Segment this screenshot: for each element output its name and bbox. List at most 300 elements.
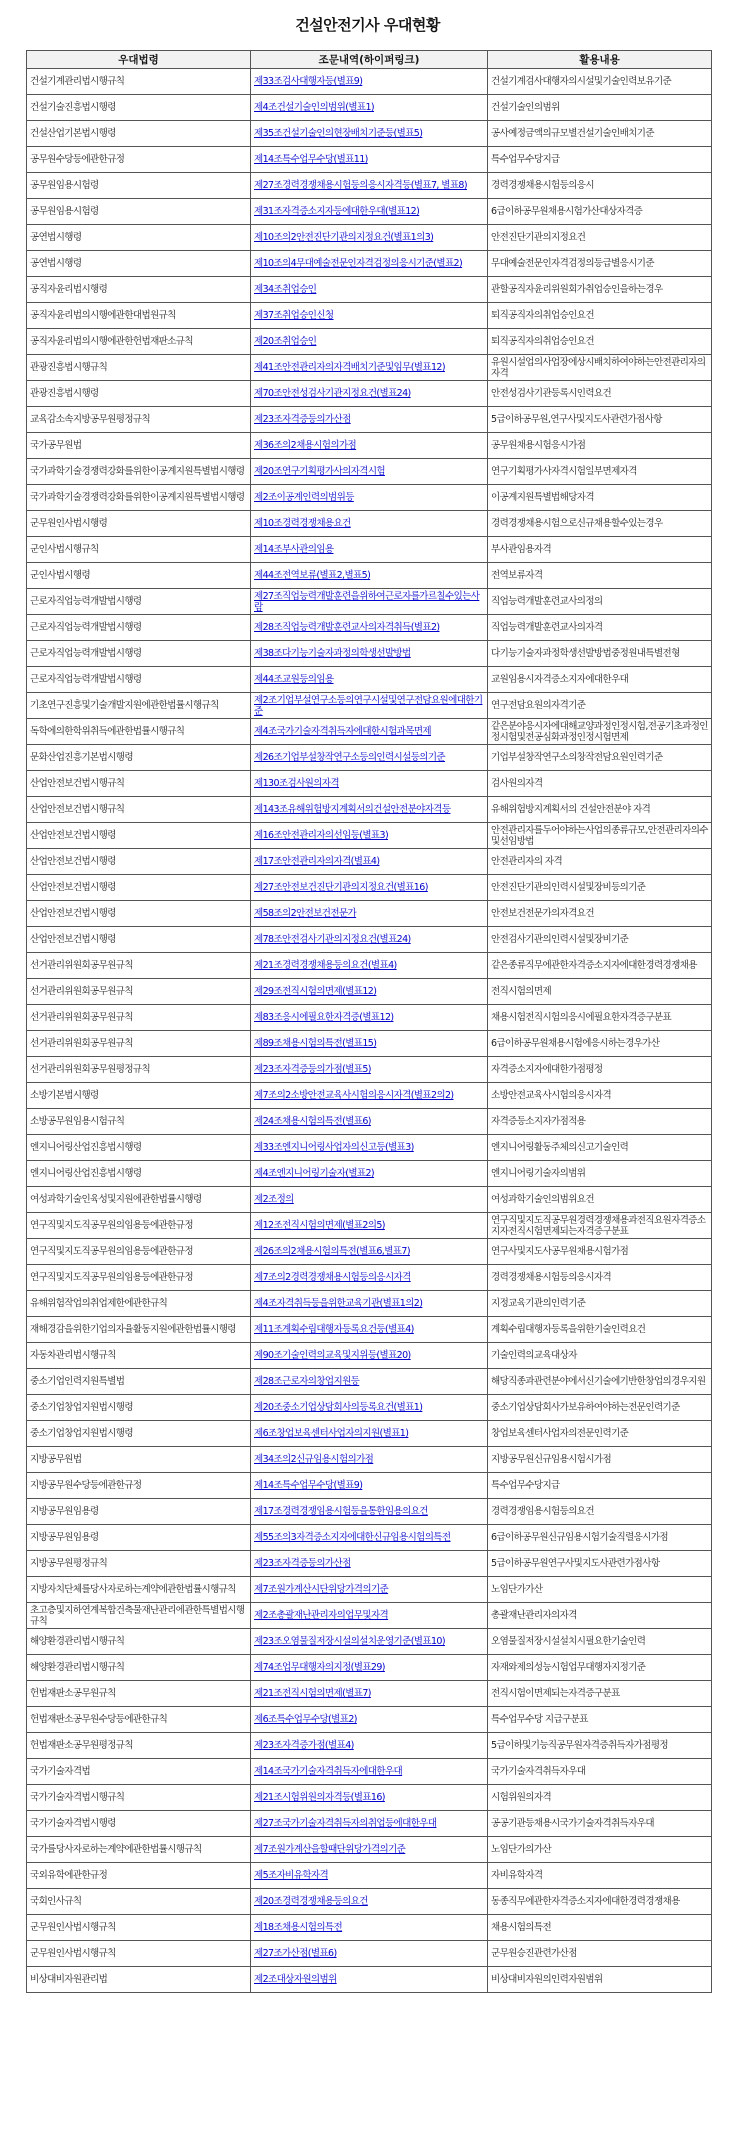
usage-cell: 국가기술자격취득자우대	[488, 1759, 712, 1785]
article-cell	[251, 459, 488, 485]
law-cell: 비상대비자원관리법	[27, 1967, 251, 1993]
table-row	[27, 1473, 712, 1499]
law-cell: 근로자직업능력개발법시행령	[27, 615, 251, 641]
article-cell	[251, 1421, 488, 1447]
table-row	[27, 407, 712, 433]
article-cell	[251, 719, 488, 745]
table-row	[27, 615, 712, 641]
article-cell	[251, 407, 488, 433]
article-cell	[251, 1733, 488, 1759]
usage-cell: 경력경쟁채용시험으로신규채용할수있는경우	[488, 511, 712, 537]
article-cell	[251, 303, 488, 329]
law-cell: 선거관리위원회공무원규칙	[27, 1031, 251, 1057]
article-link[interactable]: 제4조국가기술자격취득자에대한시험과목면제	[254, 726, 431, 737]
table-row	[27, 433, 712, 459]
article-link[interactable]: 제27조안전보건진단기관의지정요건(별표16)	[254, 882, 428, 893]
article-cell	[251, 1395, 488, 1421]
article-link[interactable]: 제44조교원등의임용	[254, 674, 334, 685]
law-cell: 지방공무원법	[27, 1447, 251, 1473]
article-link[interactable]: 제41조안전관리자의자격배치기준및임무(별표12)	[254, 362, 445, 373]
law-cell: 관광진흥법시행규칙	[27, 355, 251, 381]
law-cell: 선거관리위원회공무원규칙	[27, 979, 251, 1005]
usage-cell: 연구기획평가사자격시험일부면제자격	[488, 459, 712, 485]
article-link[interactable]: 제14조국가기술자격취득자에대한우대	[254, 1766, 403, 1777]
law-cell: 해양환경관리법시행규칙	[27, 1629, 251, 1655]
law-cell: 연구직및지도직공무원의임용등에관한규정	[27, 1239, 251, 1265]
article-cell	[251, 1473, 488, 1499]
article-link[interactable]: 제17조경력경쟁임용시험등을통한임용의요건	[254, 1506, 428, 1517]
article-cell	[251, 251, 488, 277]
header-article: 조문내역(하이퍼링크)	[251, 51, 488, 69]
article-link[interactable]: 제33조검사대행자등(별표9)	[254, 76, 363, 87]
article-link[interactable]: 제12조전직시험의면제(별표2의5)	[254, 1220, 385, 1231]
article-cell	[251, 693, 488, 719]
usage-cell: 관할공직자윤리위원회가취업승인을하는경우	[488, 277, 712, 303]
table-row	[27, 1291, 712, 1317]
table-row	[27, 173, 712, 199]
usage-cell: 오염물질저장시설설치시필요한기술인력	[488, 1629, 712, 1655]
usage-cell: 군무원승진관련가산점	[488, 1941, 712, 1967]
article-cell	[251, 953, 488, 979]
article-link[interactable]: 제20조연구기획평가사의자격시험	[254, 466, 385, 477]
usage-cell: 중소기업상담회사가보유하여야하는전문인력기준	[488, 1395, 712, 1421]
article-cell	[251, 875, 488, 901]
article-link[interactable]: 제23조오염물질저장시설의설치운영기준(별표10)	[254, 1636, 445, 1647]
table-row	[27, 667, 712, 693]
law-cell: 산업안전보건법시행령	[27, 875, 251, 901]
article-cell	[251, 1759, 488, 1785]
article-link[interactable]: 제14조특수업무수당(별표11)	[254, 154, 368, 165]
table-row	[27, 1941, 712, 1967]
article-link[interactable]: 제14조특수업무수당(별표9)	[254, 1480, 363, 1491]
table-row	[27, 1343, 712, 1369]
table-row	[27, 1187, 712, 1213]
page-title: 건설안전기사 우대현황	[295, 16, 440, 34]
table-row	[27, 1213, 712, 1239]
article-link[interactable]: 제70조안전성검사기관지정요건(별표24)	[254, 388, 411, 399]
article-link[interactable]: 제21조전직시험의면제(별표7)	[254, 1688, 371, 1699]
usage-cell: 총괄재난관리자의자격	[488, 1603, 712, 1629]
usage-cell: 해당직종과관련분야에서신기술에기반한창업의경우지원	[488, 1369, 712, 1395]
article-link[interactable]: 제2조대상자원의범위	[254, 1974, 337, 1985]
table-row	[27, 823, 712, 849]
law-cell: 헌법재판소공무원평정규칙	[27, 1733, 251, 1759]
table-row	[27, 121, 712, 147]
article-link[interactable]: 제23조자격증등의가점(별표5)	[254, 1064, 371, 1075]
law-cell: 군인사법시행규칙	[27, 537, 251, 563]
article-link[interactable]: 제5조자비유학자격	[254, 1870, 329, 1881]
article-cell	[251, 1915, 488, 1941]
usage-cell: 자비유학자격	[488, 1863, 712, 1889]
law-cell: 공직자윤리법의시행에관한헌법재판소규칙	[27, 329, 251, 355]
article-cell	[251, 1889, 488, 1915]
article-cell	[251, 1499, 488, 1525]
article-cell	[251, 355, 488, 381]
article-cell	[251, 1785, 488, 1811]
table-row	[27, 563, 712, 589]
usage-cell: 소방안전교육사시험의응시자격	[488, 1083, 712, 1109]
article-link[interactable]: 제78조안전검사기관의지정요건(별표24)	[254, 934, 411, 945]
article-link[interactable]: 제7조원가계산시단위당가격의기준	[254, 1584, 389, 1595]
article-link[interactable]: 제17조안전관리자의자격(별표4)	[254, 856, 380, 867]
law-cell: 국가공무원법	[27, 433, 251, 459]
article-link[interactable]: 제10조의2안전진단기관의지정요건(별표1의3)	[254, 232, 434, 243]
law-cell: 해양환경관리법시행규칙	[27, 1655, 251, 1681]
table-row	[27, 1265, 712, 1291]
table-row	[27, 355, 712, 381]
usage-cell: 경력경쟁채용시험등의응시	[488, 173, 712, 199]
article-link[interactable]: 제29조전직시험의면제(별표12)	[254, 986, 377, 997]
law-cell: 국외유학에관한규정	[27, 1863, 251, 1889]
article-cell	[251, 1031, 488, 1057]
article-link[interactable]: 제58조의2안전보건전문가	[254, 908, 357, 919]
table-row	[27, 199, 712, 225]
law-cell: 군인사법시행령	[27, 563, 251, 589]
article-cell	[251, 1109, 488, 1135]
usage-cell: 검사원의자격	[488, 771, 712, 797]
article-link[interactable]: 제4조자격취득등을위한교육기관(별표1의2)	[254, 1298, 423, 1309]
article-cell	[251, 225, 488, 251]
usage-cell: 노임단가가산	[488, 1577, 712, 1603]
article-cell	[251, 1629, 488, 1655]
usage-cell: 유원시설업의사업장에상시배치하여야하는안전관리자의자격	[488, 355, 712, 381]
usage-cell: 경력경쟁채용시험등의응시자격	[488, 1265, 712, 1291]
law-cell: 공연법시행령	[27, 225, 251, 251]
article-link[interactable]: 제21조시험위원의자격등(별표16)	[254, 1792, 385, 1803]
law-cell: 헌법재판소공무원수당등에관한규칙	[27, 1707, 251, 1733]
article-link[interactable]: 제6조특수업무수당(별표2)	[254, 1714, 357, 1725]
law-cell: 연구직및지도직공무원의임용등에관한규정	[27, 1265, 251, 1291]
table-row	[27, 1915, 712, 1941]
article-cell	[251, 1005, 488, 1031]
table-row	[27, 511, 712, 537]
law-cell: 소방기본법시행령	[27, 1083, 251, 1109]
article-link[interactable]: 제2조총괄재난관리자의업무및자격	[254, 1610, 389, 1621]
usage-cell: 유해위험방지계획서의 건설안전분야 자격	[488, 797, 712, 823]
article-cell	[251, 589, 488, 615]
article-link[interactable]: 제26조의2채용시험의특전(별표6,별표7)	[254, 1246, 410, 1257]
law-cell: 선거관리위원회공무원규칙	[27, 1005, 251, 1031]
law-cell: 산업안전보건법시행령	[27, 849, 251, 875]
table-row	[27, 1161, 712, 1187]
article-link[interactable]: 제27조가산점(별표6)	[254, 1948, 337, 1959]
table-row	[27, 225, 712, 251]
preference-table	[26, 50, 712, 1993]
article-link[interactable]: 제31조자격증소지자등에대한우대(별표12)	[254, 206, 420, 217]
table-row	[27, 95, 712, 121]
article-link[interactable]: 제7조의2경력경쟁채용시험등의응시자격	[254, 1272, 411, 1283]
usage-cell: 퇴직공직자의취업승인요건	[488, 303, 712, 329]
article-link[interactable]: 제24조채용시험의특전(별표6)	[254, 1116, 371, 1127]
article-link[interactable]: 제23조자격증가점(별표4)	[254, 1740, 354, 1751]
article-link[interactable]: 제28조근로자의창업지원등	[254, 1376, 360, 1387]
article-link[interactable]: 제23조자격증등의가산점	[254, 414, 351, 425]
table-row	[27, 1655, 712, 1681]
usage-cell: 6급이하공무원채용시험가산대상자격증	[488, 199, 712, 225]
law-cell: 중소기업창업지원법시행령	[27, 1421, 251, 1447]
usage-cell: 교원임용시자격증소지자에대한우대	[488, 667, 712, 693]
article-link[interactable]: 제6조창업보육센터사업자의지원(별표1)	[254, 1428, 409, 1439]
article-cell	[251, 95, 488, 121]
table-header-row	[27, 51, 712, 69]
usage-cell: 6급이하공무원채용시험에응시하는경우가산	[488, 1031, 712, 1057]
article-cell	[251, 745, 488, 771]
article-link[interactable]: 제38조다기능기술자과정의학생선발방법	[254, 648, 411, 659]
usage-cell: 무대예술전문인자격검정의등급별응시기준	[488, 251, 712, 277]
table-row	[27, 1005, 712, 1031]
law-cell: 산업안전보건법시행령	[27, 927, 251, 953]
article-cell	[251, 1083, 488, 1109]
article-cell	[251, 823, 488, 849]
article-link[interactable]: 제27조경력경쟁채용시험등의응시자격등(별표7, 별표8)	[254, 180, 467, 191]
usage-cell: 5급이하및기능직공무원자격증취득자가점평정	[488, 1733, 712, 1759]
table-row	[27, 329, 712, 355]
law-cell: 공직자윤리법의시행에관한대법원규칙	[27, 303, 251, 329]
article-cell	[251, 1811, 488, 1837]
usage-cell: 퇴직공직자의취업승인요건	[488, 329, 712, 355]
table-row	[27, 1759, 712, 1785]
article-link[interactable]: 제18조채용시험의특전	[254, 1922, 343, 1933]
usage-cell: 계획수립대행자등록을위한기술인력요건	[488, 1317, 712, 1343]
article-link[interactable]: 제21조경력경쟁채용등의요건(별표4)	[254, 960, 397, 971]
usage-cell: 공무원채용시험응시가점	[488, 433, 712, 459]
law-cell: 산업안전보건법시행규칙	[27, 797, 251, 823]
article-link[interactable]: 제20조중소기업상담회사의등록요건(별표1)	[254, 1402, 423, 1413]
law-cell: 공무원수당등에관한규정	[27, 147, 251, 173]
law-cell: 산업안전보건법시행령	[27, 901, 251, 927]
table-row	[27, 69, 712, 95]
usage-cell: 시험위원의자격	[488, 1785, 712, 1811]
law-cell: 공무원임용시험령	[27, 173, 251, 199]
table-row	[27, 1109, 712, 1135]
table-row	[27, 1135, 712, 1161]
article-link[interactable]: 제23조자격증등의가산점	[254, 1558, 351, 1569]
law-cell: 독학에의한학위취득에관한법률시행규칙	[27, 719, 251, 745]
usage-cell: 자재와제의성능시험업무대행자지정기준	[488, 1655, 712, 1681]
article-link[interactable]: 제26조기업부설창작연구소등의인력시설등의기준	[254, 752, 446, 763]
article-cell	[251, 1057, 488, 1083]
usage-cell: 안전성검사기관등록시인력요건	[488, 381, 712, 407]
table-row	[27, 1889, 712, 1915]
law-cell: 지방공무원임용령	[27, 1525, 251, 1551]
article-link[interactable]: 제2조기업부설연구소등의연구시설및연구전담요원에대한기준	[254, 694, 483, 717]
article-cell	[251, 1447, 488, 1473]
law-cell: 소방공무원임용시험규칙	[27, 1109, 251, 1135]
article-cell	[251, 641, 488, 667]
table-row	[27, 901, 712, 927]
article-cell	[251, 1707, 488, 1733]
article-cell	[251, 563, 488, 589]
article-link[interactable]: 제55조의3자격증소지자에대한신규임용시험의특전	[254, 1532, 451, 1543]
article-link[interactable]: 제143조유해위험방지계획서의건설안전분야자격등	[254, 804, 451, 815]
law-cell: 초고층및지하연계복합건축물재난관리에관한특별법시행규칙	[27, 1603, 251, 1629]
table-row	[27, 1837, 712, 1863]
usage-cell: 안전보건전문가의자격요건	[488, 901, 712, 927]
table-row	[27, 1733, 712, 1759]
article-link[interactable]: 제44조전역보류(별표2,별표5)	[254, 570, 371, 581]
article-link[interactable]: 제7조의2소방안전교육사시험의응시자격(별표2의2)	[254, 1090, 454, 1101]
usage-cell: 같은분야응시자에대해교양과정인정시험,전공기초과정인정시험및전공심화과정인정시험면제	[488, 719, 712, 745]
article-cell	[251, 69, 488, 95]
article-link[interactable]: 제7조원가계산을할때단위당가격의기준	[254, 1844, 406, 1855]
article-cell	[251, 485, 488, 511]
article-cell	[251, 979, 488, 1005]
table-row	[27, 641, 712, 667]
usage-cell: 특수업무수당지급	[488, 1473, 712, 1499]
article-cell	[251, 1863, 488, 1889]
table-row	[27, 1031, 712, 1057]
usage-cell: 연구사및지도사공무원채용시험가점	[488, 1239, 712, 1265]
law-cell: 국회인사규칙	[27, 1889, 251, 1915]
usage-cell: 채용시험의특전	[488, 1915, 712, 1941]
article-cell	[251, 173, 488, 199]
usage-cell: 연구직및지도직공무원경력경쟁채용과전직요원자격증소지자전직시험면제되는자격증구분표	[488, 1213, 712, 1239]
law-cell: 군무원인사법시행령	[27, 511, 251, 537]
article-cell	[251, 1369, 488, 1395]
article-link[interactable]: 제14조부사관의임용	[254, 544, 334, 555]
article-cell	[251, 615, 488, 641]
law-cell: 건설기술진흥법시행령	[27, 95, 251, 121]
article-link[interactable]: 제2조정의	[254, 1194, 294, 1205]
usage-cell: 기업부설창작연구소의창작전담요원인력기준	[488, 745, 712, 771]
law-cell: 근로자직업능력개발법시행령	[27, 641, 251, 667]
law-cell: 근로자직업능력개발법시행령	[27, 667, 251, 693]
usage-cell: 비상대비자원의인력자원범위	[488, 1967, 712, 1993]
usage-cell: 채용시험전직시험의응시에필요한자격증구분표	[488, 1005, 712, 1031]
law-cell: 지방공무원수당등에관한규정	[27, 1473, 251, 1499]
usage-cell: 여성과학기술인의범위요건	[488, 1187, 712, 1213]
law-cell: 건설산업기본법시행령	[27, 121, 251, 147]
usage-cell: 5급이하공무원,연구사및지도사관련가점사항	[488, 407, 712, 433]
table-row	[27, 485, 712, 511]
article-link[interactable]: 제34조의2신규임용시험의가점	[254, 1454, 374, 1465]
usage-cell: 동종직무에관한자격증소지자에대한경력경쟁채용	[488, 1889, 712, 1915]
law-cell: 재해경감을위한기업의자율활동지원에관한법률시행령	[27, 1317, 251, 1343]
article-cell	[251, 277, 488, 303]
table-row	[27, 875, 712, 901]
article-link[interactable]: 제37조취업승인신청	[254, 310, 334, 321]
article-link[interactable]: 제2조이공계인력의범위등	[254, 492, 354, 503]
usage-cell: 다기능기술자과정학생선발방법중정원내특별전형	[488, 641, 712, 667]
law-cell: 유해위험작업의취업제한에관한규칙	[27, 1291, 251, 1317]
usage-cell: 부사관임용자격	[488, 537, 712, 563]
usage-cell: 같은종류직무에관한자격증소지자에대한경력경쟁채용	[488, 953, 712, 979]
article-cell	[251, 1317, 488, 1343]
article-link[interactable]: 제34조취업승인	[254, 284, 317, 295]
article-cell	[251, 1239, 488, 1265]
article-link[interactable]: 제74조업무대행자의지정(별표29)	[254, 1662, 385, 1673]
usage-cell: 엔지니어링활동주체의신고기술인력	[488, 1135, 712, 1161]
table-row	[27, 147, 712, 173]
table-row	[27, 797, 712, 823]
table-row	[27, 1447, 712, 1473]
article-link[interactable]: 제20조취업승인	[254, 336, 317, 347]
table-row	[27, 537, 712, 563]
article-cell	[251, 927, 488, 953]
article-cell	[251, 537, 488, 563]
usage-cell: 5급이하공무원연구사및지도사관련가점사항	[488, 1551, 712, 1577]
article-cell	[251, 849, 488, 875]
table-row	[27, 251, 712, 277]
article-cell	[251, 1655, 488, 1681]
article-link[interactable]: 제36조의2채용시험의가점	[254, 440, 357, 451]
article-link[interactable]: 제90조기술인력의교육및지위등(별표20)	[254, 1350, 411, 1361]
usage-cell: 연구전담요원의자격기준	[488, 693, 712, 719]
law-cell: 중소기업창업지원법시행령	[27, 1395, 251, 1421]
law-cell: 공연법시행령	[27, 251, 251, 277]
article-link[interactable]: 제130조검사원의자격	[254, 778, 339, 789]
article-link[interactable]: 제20조경력경쟁채용등의요건	[254, 1896, 368, 1907]
usage-cell: 건설기술인의범위	[488, 95, 712, 121]
usage-cell: 안전진단기관의인력시설및장비등의기준	[488, 875, 712, 901]
table-row	[27, 1395, 712, 1421]
article-link[interactable]: 제35조건설기술인의현장배치기준등(별표5)	[254, 128, 423, 139]
law-cell: 국가기술자격법시행령	[27, 1811, 251, 1837]
article-cell	[251, 797, 488, 823]
table-row	[27, 1811, 712, 1837]
article-cell	[251, 511, 488, 537]
law-cell: 공직자윤리법시행령	[27, 277, 251, 303]
law-cell: 건설기계관리법시행규칙	[27, 69, 251, 95]
table-row	[27, 277, 712, 303]
table-row	[27, 1369, 712, 1395]
usage-cell: 공공기관등채용시국가기술자격취득자우대	[488, 1811, 712, 1837]
law-cell: 국가를당사자로하는계약에관한법률시행규칙	[27, 1837, 251, 1863]
article-cell	[251, 1291, 488, 1317]
article-link[interactable]: 제11조계획수립대행자등록요건등(별표4)	[254, 1324, 414, 1335]
table-row	[27, 1967, 712, 1993]
table-row	[27, 303, 712, 329]
table-row	[27, 381, 712, 407]
article-cell	[251, 1967, 488, 1993]
article-link[interactable]: 제4조엔지니어링기술자(별표2)	[254, 1168, 375, 1179]
article-link[interactable]: 제4조건설기술인의범위(별표1)	[254, 102, 375, 113]
usage-cell: 지정교육기관의인력기준	[488, 1291, 712, 1317]
article-link[interactable]: 제27조국가기술자격취득자의취업등에대한우대	[254, 1818, 437, 1829]
article-link[interactable]: 제83조응시에필요한자격증(별표12)	[254, 1012, 394, 1023]
table-row	[27, 1603, 712, 1629]
law-cell: 지방자치단체를당사자로하는계약에관한법률시행규칙	[27, 1577, 251, 1603]
table-row	[27, 1863, 712, 1889]
table-row	[27, 1551, 712, 1577]
article-cell	[251, 1161, 488, 1187]
usage-cell: 경력경쟁임용시험등의요건	[488, 1499, 712, 1525]
table-row	[27, 1707, 712, 1733]
law-cell: 공무원임용시험령	[27, 199, 251, 225]
usage-cell: 특수업무수당 지급구분표	[488, 1707, 712, 1733]
usage-cell: 자격증소지자에대한가점평정	[488, 1057, 712, 1083]
table-row	[27, 589, 712, 615]
article-link[interactable]: 제10조의4무대예술전문인자격검정의응시기준(별표2)	[254, 258, 463, 269]
law-cell: 문화산업진흥기본법시행령	[27, 745, 251, 771]
article-cell	[251, 1265, 488, 1291]
usage-cell: 이공계지원특별법해당자격	[488, 485, 712, 511]
article-link[interactable]: 제28조직업능력개발훈련교사의자격취득(별표2)	[254, 622, 440, 633]
usage-cell: 안전검사기관의인력시설및장비기준	[488, 927, 712, 953]
usage-cell: 안전관리자의 자격	[488, 849, 712, 875]
usage-cell: 공사예정금액의규모별건설기술인배치기준	[488, 121, 712, 147]
article-cell	[251, 1681, 488, 1707]
table-row	[27, 1057, 712, 1083]
article-cell	[251, 1213, 488, 1239]
article-link[interactable]: 제27조직업능력개발훈련을위하여근로자를가르칠수있는사람	[254, 590, 480, 613]
table-row	[27, 1681, 712, 1707]
article-link[interactable]: 제10조경력경쟁채용요건	[254, 518, 351, 529]
article-link[interactable]: 제16조안전관리자의선임등(별표3)	[254, 830, 389, 841]
article-link[interactable]: 제89조채용시험의특전(별표15)	[254, 1038, 377, 1049]
law-cell: 군무원인사법시행규칙	[27, 1915, 251, 1941]
article-link[interactable]: 제33조엔지니어링사업자의신고등(별표3)	[254, 1142, 414, 1153]
